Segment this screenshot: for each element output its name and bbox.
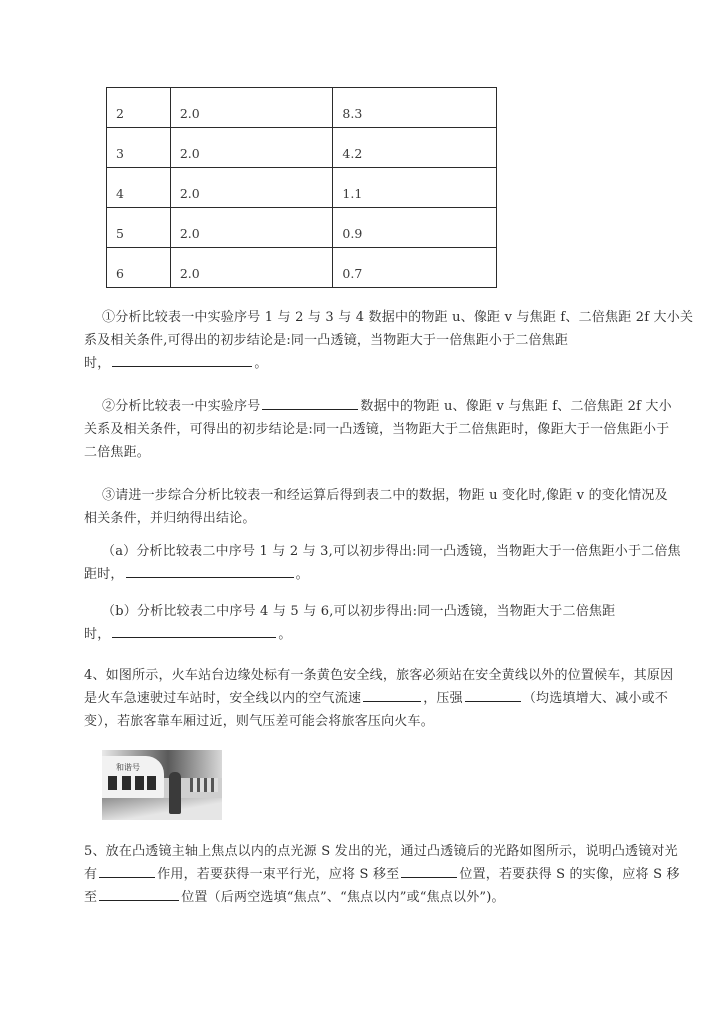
answer-blank[interactable] xyxy=(126,563,294,578)
text-fragment: 位置，若要获得 S 的实像，应将 S 移 xyxy=(459,867,680,882)
text-fragment: 时， xyxy=(84,627,111,642)
table-cell: 4.2 xyxy=(333,128,497,168)
table-row xyxy=(107,208,497,248)
text-fragment: 时， xyxy=(84,356,111,371)
crowd-shape xyxy=(190,778,218,792)
train-station-photo xyxy=(102,750,222,820)
platform-shape xyxy=(102,798,222,820)
question-4 xyxy=(84,664,684,733)
text-line xyxy=(84,863,684,886)
text-fragment: 。 xyxy=(254,356,268,371)
question-part-1 xyxy=(84,306,694,375)
text-line: 相关条件，并归纳得出结论。 xyxy=(84,511,256,526)
question-part-3 xyxy=(84,484,684,530)
text-line xyxy=(84,563,684,586)
text-fragment: 。 xyxy=(278,627,292,642)
train-window xyxy=(108,776,117,790)
text-line xyxy=(84,623,684,646)
text-line xyxy=(84,352,684,375)
table-cell: 6 xyxy=(107,248,171,288)
answer-blank[interactable] xyxy=(112,352,252,367)
question-part-2 xyxy=(84,395,684,464)
question-5 xyxy=(84,840,684,909)
text-line: ③请进一步综合分析比较表一和经运算后得到表二中的数据，物距 u 变化时,像距 v 的变化情况及 xyxy=(102,488,668,503)
table-cell: 2.0 xyxy=(170,248,333,288)
answer-blank[interactable] xyxy=(363,687,421,702)
text-fragment: 有 xyxy=(84,867,98,882)
answer-blank[interactable] xyxy=(99,863,155,878)
text-line: 关系及相关条件，可得出的初步结论是:同一凸透镜，当物距大于二倍焦距时，像距大于一倍焦距小于 xyxy=(84,422,670,437)
text-fragment: 距时， xyxy=(84,567,124,582)
text-fragment: 至 xyxy=(84,890,98,905)
text-fragment: ②分析比较表一中实验序号 xyxy=(102,399,261,414)
text-line: （b）分析比较表二中序号 4 与 5 与 6,可以初步得出:同一凸透镜，当物距大于二倍焦距 xyxy=(102,604,616,619)
text-line: 二倍焦距。 xyxy=(84,445,151,460)
table-row xyxy=(107,128,497,168)
train-window xyxy=(147,776,156,790)
text-fragment: （均选填增大、减小或不 xyxy=(522,691,669,706)
table-cell: 1.1 xyxy=(333,168,497,208)
text-fragment: 作用，若要获得一束平行光，应将 S 移至 xyxy=(157,867,400,882)
table-cell: 4 xyxy=(107,168,171,208)
text-line: 4、如图所示，火车站台边缘处标有一条黄色安全线，旅客必须站在安全黄线以外的位置候车，其原因 xyxy=(84,668,674,683)
text-fragment: 位置（后两空选填“焦点”、“焦点以内”或“焦点以外”)。 xyxy=(181,890,505,905)
table-cell: 2.0 xyxy=(170,168,333,208)
text-line: （a）分析比较表二中序号 1 与 2 与 3,可以初步得出:同一凸透镜，当物距大于一倍焦距小于二倍焦 xyxy=(102,544,681,559)
text-line: 系及相关条件,可得出的初步结论是:同一凸透镜，当物距大于一倍焦距小于二倍焦距 xyxy=(84,333,569,348)
table-cell: 5 xyxy=(107,208,171,248)
table-cell: 2.0 xyxy=(170,128,333,168)
question-part-a xyxy=(84,540,684,586)
table-row xyxy=(107,168,497,208)
answer-blank[interactable] xyxy=(112,623,276,638)
text-line: 变），若旅客靠车厢过近，则气压差可能会将旅客压向火车。 xyxy=(84,714,434,729)
text-fragment: 数据中的物距 u、像距 v 与焦距 f、二倍焦距 2f 大小 xyxy=(360,399,672,414)
table-cell: 2.0 xyxy=(170,208,333,248)
table-cell: 8.3 xyxy=(333,88,497,128)
text-line: 5、放在凸透镜主轴上焦点以内的点光源 S 发出的光，通过凸透镜后的光路如图所示，说明凸透镜对光 xyxy=(84,844,678,859)
text-line: ①分析比较表一中实验序号 1 与 2 与 3 与 4 数据中的物距 u、像距 v 与焦距 f、二倍焦距 2f 大小关 xyxy=(102,310,694,325)
table-cell: 0.9 xyxy=(333,208,497,248)
data-table xyxy=(106,87,497,288)
table-row xyxy=(107,248,497,288)
text-line xyxy=(84,886,684,909)
table-cell: 2.0 xyxy=(170,88,333,128)
train-window xyxy=(122,776,131,790)
text-line xyxy=(84,395,684,418)
question-part-b xyxy=(84,600,684,646)
text-fragment: 。 xyxy=(295,567,309,582)
train-sign: 和谐号 xyxy=(116,763,140,772)
table-cell: 2 xyxy=(107,88,171,128)
answer-blank[interactable] xyxy=(401,863,457,878)
text-fragment: 是火车急速驶过车站时，安全线以内的空气流速 xyxy=(84,691,362,706)
train-window xyxy=(135,776,144,790)
passenger-shape xyxy=(169,772,181,814)
text-fragment: ，压强 xyxy=(423,691,463,706)
text-line xyxy=(84,687,684,710)
answer-blank[interactable] xyxy=(99,886,179,901)
table-cell: 3 xyxy=(107,128,171,168)
answer-blank[interactable] xyxy=(465,687,521,702)
table-row xyxy=(107,88,497,128)
table-cell: 0.7 xyxy=(333,248,497,288)
answer-blank[interactable] xyxy=(262,395,358,410)
